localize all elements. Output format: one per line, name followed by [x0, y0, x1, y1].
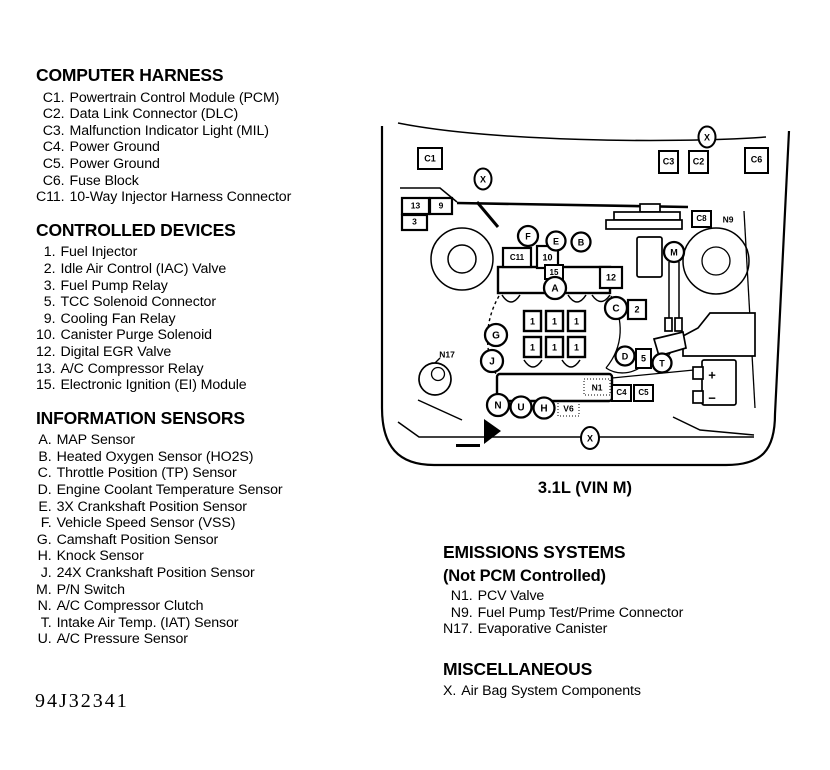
- section-title: COMPUTER HARNESS: [36, 65, 224, 85]
- pn-switch-leads: [665, 262, 682, 331]
- item-number: T.: [40, 614, 52, 631]
- item-label: Throttle Position (TP) Sensor: [56, 465, 237, 482]
- callout-label-u: U: [517, 402, 525, 414]
- reservoir-cylinder: [637, 237, 662, 277]
- brake-booster-outer: [683, 228, 749, 294]
- item-number: D.: [37, 482, 52, 499]
- callout-label-c1: C1: [424, 153, 436, 164]
- legend-list: [36, 432, 371, 648]
- item-number: 15.: [36, 377, 56, 394]
- item-number: X.: [443, 683, 457, 700]
- callout-label-t: T: [659, 358, 665, 369]
- item-number: C11.: [36, 189, 65, 206]
- item-number: 10.: [36, 327, 56, 344]
- crossmember-line: [612, 370, 694, 378]
- mount-diagonal: [418, 400, 462, 420]
- item-number: H.: [37, 548, 52, 565]
- item-label: PCV Valve: [477, 588, 545, 605]
- lead-wires: [669, 262, 679, 318]
- section-subtitle: (Not PCM Controlled): [443, 566, 606, 585]
- section-miscellaneous: [443, 660, 803, 700]
- inner-fender-right: [744, 211, 755, 408]
- callout-label-c3: C3: [662, 156, 675, 167]
- callout-label-n9-fuel-pump-test: N9: [722, 214, 734, 225]
- item-label: A/C Compressor Clutch: [56, 598, 204, 615]
- fuel-injectors: [524, 311, 585, 357]
- item-number: A.: [38, 432, 52, 449]
- item-number: N17.: [443, 621, 473, 638]
- item-number: N9.: [450, 604, 473, 621]
- air-cleaner-box: [683, 313, 755, 356]
- item-number: C6.: [42, 172, 65, 189]
- callout-label-c4: C4: [616, 388, 627, 398]
- callout-label-1: 1: [551, 342, 558, 353]
- item-number: 13.: [36, 360, 56, 377]
- callout-label-c8: C8: [696, 214, 707, 224]
- item-label: Knock Sensor: [56, 548, 144, 565]
- callout-label-f: F: [525, 231, 531, 242]
- item-label: Intake Air Temp. (IAT) Sensor: [56, 614, 239, 631]
- callout-label-n17-evap-canister: N17: [439, 349, 455, 360]
- callout-label-1: 1: [529, 342, 536, 353]
- callout-label-b: B: [577, 237, 585, 248]
- item-label: Air Bag System Components: [461, 683, 641, 700]
- stack-mid: [614, 212, 680, 220]
- item-label: Powertrain Control Module (PCM): [69, 89, 280, 106]
- item-label: TCC Solenoid Connector: [60, 294, 216, 311]
- callout-label-n1-pcv-valve: N1: [591, 382, 603, 393]
- callout-label-1: 1: [551, 316, 558, 327]
- callout-label-2: 2: [634, 304, 640, 315]
- item-label: Digital EGR Valve: [60, 343, 172, 360]
- item-number: J.: [40, 565, 52, 582]
- item-number: G.: [36, 531, 52, 548]
- item-label: Fuel Pump Relay: [60, 277, 168, 294]
- callout-label-c2: C2: [692, 156, 705, 167]
- section-emissions-systems: [443, 543, 803, 638]
- section-title: MISCELLANEOUS: [443, 658, 593, 679]
- relay-cluster: [402, 198, 452, 230]
- callout-label-c6: C6: [750, 154, 763, 165]
- legend-right-column: [443, 543, 803, 715]
- battery-case: [702, 360, 736, 405]
- callout-label-15: 15: [549, 268, 559, 278]
- section-title: INFORMATION SENSORS: [36, 407, 245, 428]
- section-information-sensors: [36, 409, 371, 648]
- battery: [693, 360, 736, 405]
- item-label: Power Ground: [69, 155, 160, 172]
- item-number: N.: [37, 598, 52, 615]
- lead-terminal: [665, 318, 672, 331]
- item-label: Idle Air Control (IAC) Valve: [60, 260, 227, 277]
- legend-left-column: [36, 66, 371, 663]
- cowl-callouts: [418, 127, 768, 190]
- callout-label-g: G: [492, 330, 500, 342]
- callout-label-c: C: [612, 303, 620, 315]
- battery-minus-label: −: [708, 390, 716, 406]
- item-label: Power Ground: [69, 139, 160, 156]
- item-number: F.: [40, 515, 52, 532]
- item-number: C4.: [42, 139, 65, 156]
- callout-label-d: D: [621, 351, 629, 362]
- item-number: 1.: [43, 244, 56, 261]
- item-number: 2.: [43, 260, 56, 277]
- engine-top: [498, 246, 622, 302]
- callout-label-x: X: [586, 433, 594, 444]
- item-label: Vehicle Speed Sensor (VSS): [56, 515, 236, 532]
- item-number: U.: [37, 631, 52, 648]
- callout-label-c5: C5: [638, 388, 649, 398]
- legend-list: [443, 588, 803, 638]
- evap-canister: [419, 349, 455, 395]
- item-label: 24X Crankshaft Position Sensor: [56, 565, 255, 582]
- item-label: Data Link Connector (DLC): [69, 106, 239, 123]
- mount-wedge: [484, 419, 501, 444]
- item-number: N1.: [450, 588, 473, 605]
- callout-label-h: H: [540, 403, 548, 415]
- callout-label-10: 10: [542, 252, 553, 263]
- battery-terminal: [693, 367, 703, 379]
- bumper-airbag-marker: [581, 427, 599, 449]
- callout-label-v6-engine: V6: [563, 403, 574, 414]
- diagram-caption: 3.1L (VIN M): [537, 479, 633, 497]
- legend-list: [443, 683, 803, 700]
- callout-label-m: M: [670, 247, 678, 258]
- callout-label-a: A: [551, 283, 559, 295]
- legend-list: [36, 244, 371, 393]
- item-label: Malfunction Indicator Light (MIL): [69, 122, 269, 139]
- callout-label-x: X: [479, 174, 487, 185]
- strut-tower-left-outer: [431, 228, 493, 290]
- engine-block-lower: [487, 360, 653, 419]
- callout-label-12: 12: [605, 272, 617, 283]
- brake-booster-inner: [702, 247, 730, 275]
- item-label: 3X Crankshaft Position Sensor: [56, 498, 247, 515]
- item-number: 12.: [36, 343, 56, 360]
- item-number: E.: [38, 498, 52, 515]
- item-number: B.: [38, 448, 52, 465]
- callout-label-5: 5: [640, 353, 647, 364]
- item-label: A/C Pressure Sensor: [56, 631, 188, 648]
- item-number: C2.: [42, 106, 65, 123]
- item-label: 10-Way Injector Harness Connector: [69, 189, 292, 206]
- item-number: C3.: [42, 122, 65, 139]
- battery-plus-label: +: [708, 367, 716, 383]
- item-number: C1.: [42, 89, 65, 106]
- item-label: Cooling Fan Relay: [60, 310, 176, 327]
- section-title: EMISSIONS SYSTEMS: [443, 542, 626, 562]
- item-label: MAP Sensor: [56, 432, 135, 449]
- stack-cap: [640, 204, 660, 212]
- callout-label-1: 1: [573, 316, 580, 327]
- item-label: Evaporative Canister: [477, 621, 608, 638]
- item-label: Fuse Block: [69, 172, 139, 189]
- item-number: M.: [36, 581, 52, 598]
- item-number: 9.: [43, 310, 56, 327]
- callout-label-n: N: [494, 400, 502, 412]
- callout-label-j: J: [489, 356, 495, 368]
- item-number: 3.: [43, 277, 56, 294]
- stack-base: [606, 220, 682, 229]
- callout-label-x: X: [703, 132, 711, 143]
- item-number: 5.: [43, 294, 56, 311]
- lead-terminal: [675, 318, 682, 331]
- firewall-connectors: [692, 211, 734, 227]
- item-label: Camshaft Position Sensor: [56, 531, 219, 548]
- section-controlled-devices: [36, 221, 371, 394]
- callout-label-1: 1: [529, 316, 536, 327]
- callout-label-e: E: [552, 236, 560, 247]
- callout-label-9: 9: [438, 200, 444, 211]
- strut-brace-line: [477, 202, 498, 227]
- bumper-right-diagonal: [673, 417, 754, 435]
- block-boss-arcs: [524, 360, 580, 367]
- item-label: Electronic Ignition (EI) Module: [60, 377, 247, 394]
- item-label: Fuel Pump Test/Prime Connector: [477, 604, 684, 621]
- air-duct: [654, 332, 686, 356]
- engine-compartment-diagram: [378, 108, 808, 480]
- item-label: Canister Purge Solenoid: [60, 327, 212, 344]
- bumper-dash: [456, 444, 480, 447]
- item-label: Heated Oxygen Sensor (HO2S): [56, 448, 254, 465]
- item-label: Engine Coolant Temperature Sensor: [56, 482, 283, 499]
- item-label: Fuel Injector: [60, 244, 138, 261]
- callout-label-3: 3: [412, 216, 417, 227]
- item-number: C5.: [42, 155, 65, 172]
- callout-label-1: 1: [573, 342, 580, 353]
- section-title: CONTROLLED DEVICES: [36, 219, 236, 240]
- battery-terminal: [693, 391, 703, 403]
- figure-id: 94J32341: [35, 690, 129, 712]
- legend-list: [36, 90, 371, 206]
- callout-label-c11: C11: [509, 253, 525, 263]
- callout-label-13: 13: [410, 200, 421, 211]
- item-label: P/N Switch: [56, 581, 125, 598]
- section-computer-harness: [36, 66, 371, 206]
- strut-tower-left-inner: [448, 245, 476, 273]
- item-label: A/C Compressor Relay: [60, 360, 204, 377]
- item-number: C.: [37, 465, 52, 482]
- throttle-sensor-callouts: [605, 297, 672, 373]
